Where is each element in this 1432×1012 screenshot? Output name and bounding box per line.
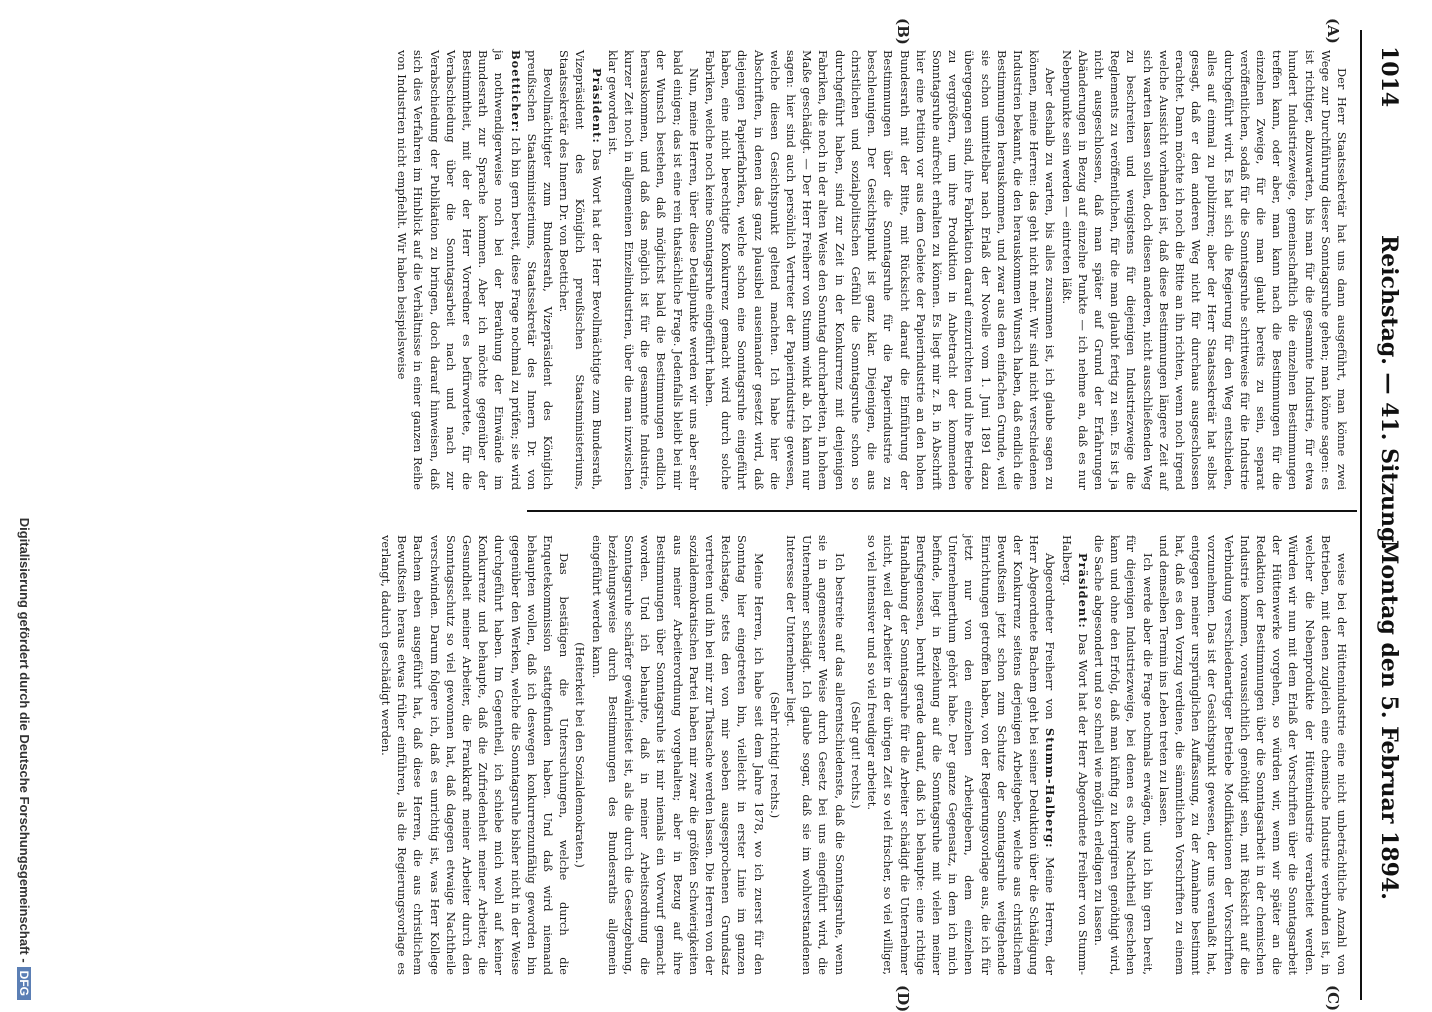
page-number: 1014 xyxy=(1376,46,1402,108)
session-date: Montag den 5. Februar 1894. xyxy=(1376,540,1402,900)
speaker-name: Präsident: xyxy=(1075,553,1090,629)
margin-mark-b: (B) xyxy=(894,18,912,45)
running-title: Reichstag. — 41. Sitzung. xyxy=(1376,235,1402,551)
margin-mark-a: (A) xyxy=(1324,18,1342,44)
paragraph: Der Herr Staatssekretär hat uns dann ausgeführt, man könne zwei Wege zur Durchführung dieser Sonntagsruhe gehen; man könne sagen: es ist richtiger, abzuwarten, bis man für die gesammte Industrie, für etwa hundert Industriezweige, gemeinschaftlich die einzelnen Bestimmungen treffen kann, oder aber, man kann nach die Bestimmungen für die einzelnen Zweige, für die man glaubt bereits zu sein, separat veröffentlichen, sodaß für die Sonntagsruhe schrittweise für die Industrie durchgeführt wird. Es hat sich die Regierung für den Weg entschieden, alles auf einmal zu publiziren; aber der Herr Staatssekretär hat selbst gesagt, daß er den anderen Weg nicht für durchaus ausgeschlossen erachtet. Dann möchte ich noch die Bitte an ihn richten, wenn noch irgend welche Aussicht vorhanden ist, daß diese Bestimmungen längere Zeit auf sich warten lassen sollen, doch diesen anderen, nicht ausschließenden Weg zu beschreiten und wenigstens für diejenigen Industriezweige die Reglements zu veröffentlichen, für die man glaubt fertig zu sein. Es ist ja nicht ausgeschlossen, daß man später auf Grund der Erfahrungen Abänderungen in Bezug auf einzelne Punkte — ich nehme an, daß es nur Nebenpunkte sein werden — eintreten läßt. xyxy=(1059,50,1349,490)
digitization-credit xyxy=(8,0,32,1000)
margin-mark-c: (C) xyxy=(1324,985,1342,1012)
paragraph: weise bei der Hüttenindustrie eine nicht unbeträchtliche Anzahl von Betrieben, mit denen zugleich eine chemische Industrie verbunden ist, in welcher die Nebenprodukte der Hüttenindustrie verarbeitet werden. Würden wir nun mit dem Erlaß der Vorschriften über die Sonntagsarbeit der Hüttenwerke vorgehen, so würden wir, wenn wir später an die Redaktion der Bestimmungen über die Sonntagsarbeit in der chemischen Industrie kommen, voraussichtlich genöthigt sein, mit Rücksicht auf die Verbindung verschiedenartiger Betriebe Modifikationen der Vorschriften vorzunehmen. Das ist der Gesichtspunkt gewesen, der uns veranlaßt hat, entgegen meiner ursprünglichen Auffassung, zu der Annahme bestimmt hat, daß es den Vorzug verdiene, die sämmtlichen Vorschriften zu einem und demselben Termin ins Leben treten zu lassen. xyxy=(1156,535,1349,975)
right-text-column xyxy=(379,535,1350,975)
left-text-column xyxy=(395,50,1350,490)
header-rule xyxy=(1360,30,1362,1000)
paragraph: Meine Herren, ich habe seit dem Jahre 1878, wo ich zuerst für den Sonntag hier eingetreten bin, vielleicht in erster Linie im ganzen Reichstage, stets den von mir soeben ausgesprochenen Grundsatz vertreten und ihn bei mir zur Thatsache werden lassen. Die Herren von der sozialdemokratischen Partei haben mir zwar die größten Schwierigkeiten aus meiner Arbeiterordnung vorgehalten; aber in Bezug auf ihre Bestimmungen über Sonntagsruhe ist mir niemals ein Vorwurf gemacht worden. Und ich behaupte, daß in meiner Arbeitsordnung die Sonntagsruhe schärfer gewährleistet ist, als die durch die Gesetzgebung, beziehungsweise durch Bestimmungen des Bundesraths allgemein eingeführt werden kann. xyxy=(589,535,766,975)
paragraph: Das bestätigen die Untersuchungen, welche durch die Enquetekommission stattgefunden haben. Und daß wird niemand behaupten wollen, daß ich deswegen konkurrenzunfähig geworden bin gegenüber den Werken, welche die Sonntagsruhe bisher nicht in der Weise durchgeführt haben. Im Gegentheil, ich schiebe mich wohl auf keiner Konkurrenz und behaupte, daß die Zufriedenheit meiner Arbeiter, die Gesundheit meiner Arbeiter, die Frankkraft meiner Arbeiter durch den Sonntagsschutz so viel gewonnen hat, daß dagegen etwaige Nachtheile verschwinden. Darum folgere ich, daß es unrichtig ist, was Herr Kollege Bachem eben ausgeführt hat, daß diese Herren, die aus christlichem Bewußtsein heraus etwas früher einführen, als die Regierungsvorlage es verlangt, dadurch geschädigt werden. xyxy=(379,535,572,975)
paragraph: Präsident: Das Wort hat der Herr Bevollmächtigte zum Bundesrath, Vizepräsident des Königlich preußischen Staatsministeriums, Staatssekretär des Innern Dr. von Boetticher. xyxy=(557,50,604,490)
credit-text: Digitalisierung gefördert durch die Deutsche Forschungsgemeinschaft - xyxy=(17,517,32,963)
paragraph: Ich werde aber die Frage nochmals erwägen, und ich bin gern bereit, für diejenigen Industriezweige, bei denen es ohne Nachtheil geschehen kann und ohne den Erfolg, daß man künftig zu korrigiren genöthigt wird, die Sache abgesondert und so schnell wie möglich erledigen zu lassen. xyxy=(1091,535,1155,975)
speaker-name: Präsident: xyxy=(589,68,604,144)
margin-mark-d: (D) xyxy=(894,985,912,1012)
interjection: (Sehr gut! rechts.) xyxy=(848,701,863,809)
paragraph: Aber deshalb zu warten, bis alles zusammen ist, ich glaube sagen zu können, meine Herren: das geht nicht mehr. Wir sind nicht verschiedenen Industrien bekannt, die den herauskommen Wunsch haben, daß endlich die Bestimmungen herauskommen, und zwar aus dem einfachen Grunde, weil sie schon unmittelbar nach Erlaß der Novelle vom 1. Juni 1891 dazu übergegangen sind, ihre Fabrikation darauf einzurichten und ihre Betriebe zu vergrößern, um ihre Produktion in Anbetracht der kommenden Sonntagsruhe aufrecht erhalten zu können. Es liegt mir z. B. in Abschrift hier eine Petition vor aus dem Gebiete der Papierindustrie an den hohen Bundesrath mit der Bitte, mit Rücksicht darauf die Einführung der Bestimmungen über die Sonntagsruhe für die Papierindustrie zu beschleunigen. Der Gesichtspunkt ist ganz klar. Diejenigen, die aus christlichen und sozialpolitischen Gefühl die Sonntagsruhe schon so durchgeführt haben, sind zur Zeit in der Konkurrenz mit denjenigen Fabriken, die noch in der alten Weise den Sonntag durcharbeiten, in hohem Maße geschädigt. — Der Herr Freiherr von Stumm winkt ab. Ich kann nur sagen: hier sind auch persönlich Vertreter der Papierindustrie gewesen, welche diesen Gesichtspunkt geltend machten. Ich habe hier die Abschriften, in denen das ganz plausibel auseinander gesetzt wird, daß diejenigen Papierfabriken, welche schon eine Sonntagsruhe eingeführt haben, eine nicht berechtigte Konkurrenz gemacht wird durch solche Fabriken, welche noch keine Sonntagsruhe eingeführt haben. xyxy=(703,50,1058,490)
speaker-name: Boetticher: xyxy=(508,50,523,133)
paragraph: Präsident: Das Wort hat der Herr Abgeordnete Freiherr von Stumm-Halberg. xyxy=(1059,535,1090,975)
paragraph: Nun, meine Herren, über diese Detailpunkte werden wir uns aber sehr bald einigen; das ist eine rein thatsächliche Frage. Jedenfalls bleibt bei mir der Wunsch bestehen, daß möglichst bald die Bestimmungen endlich herauskommen, und daß das möglich ist für die gesammte Industrie, kurzer Zeit noch in allgemeinen Einzelindustrien, über die man inzwischen klar geworden ist. xyxy=(605,50,701,490)
page-header xyxy=(1362,0,1432,1000)
interjection: (Heiterkeit bei den Sozialdemokraten.) xyxy=(573,642,588,868)
paragraph: Ich bestreite auf das allerentschiedenste, daß die Sonntagsruhe, wenn sie in angemessener Weise durch Gesetz bei uns eingeführt wird, die Unternehmer schädigt. Ich glaube sogar, daß sie im wohlverstandenen Interesse der Unternehmer liegt. xyxy=(784,535,847,975)
column-divider xyxy=(527,510,1357,512)
paragraph: Abgeordneter Freiherr von Stumm-Halberg: Meine Herren, der Herr Abgeordnete Bachem geht bei seiner Deduktion über die Schädigung der Konkurrenz seitens derjenigen Arbeitgeber, welche aus christlichem Bewußtsein jetzt schon zum Schutze der Sonntagsruhe weitgehende Einrichtungen getroffen haben, von der Regierungsvorlage aus, die ich für jetzt nur von den einzelnen Arbeitgebern, dem einzelnen Unternehmerthum gehört habe. Der ganze Gegensatz, in dem ich mich befinde, liegt in Beziehung auf die Sonntagsruhe mit vielen meiner Berufsgenossen, beruht gerade darauf, daß ich behaupte: eine richtige Handhabung der Sonntagsruhe für die Arbeiter schädigt die Unternehmer nicht, weil der Arbeiter in der übrigen Zeit so viel frischer, so viel williger, so viel intensiver und so viel freudiger arbeitet. xyxy=(865,535,1058,975)
paragraph: Bevollmächtigter zum Bundesrath, Vizepräsident des Königlich preußischen Staatsministeriums, Staatssekretär des Innern Dr. von Boetticher: Ich bin gern bereit, diese Frage nochmal zu prüfen; sie wird ja nothwendigerweise noch bei der Berathung der Einwände im Bundesrath zur Sprache kommen. Aber ich möchte gegenüber der Bestimmtheit, mit der der Herr Vorredner es befürwortete, für die Verabschiedung über die Sonntagsarbeit nach und nach zur Verabschiedung der Publikation zu bringen, doch darauf hinweisen, daß sich dies Verfahren im Hinblick auf die Verhältnisse in einer ganzen Reihe von Industrien nicht empfiehlt. Wir haben beispielsweise xyxy=(395,50,556,490)
speaker-name: Stumm-Halberg: xyxy=(1043,727,1058,849)
interjection: (Sehr richtig! rechts.) xyxy=(767,691,782,819)
dfg-logo: DFG xyxy=(17,967,31,1000)
